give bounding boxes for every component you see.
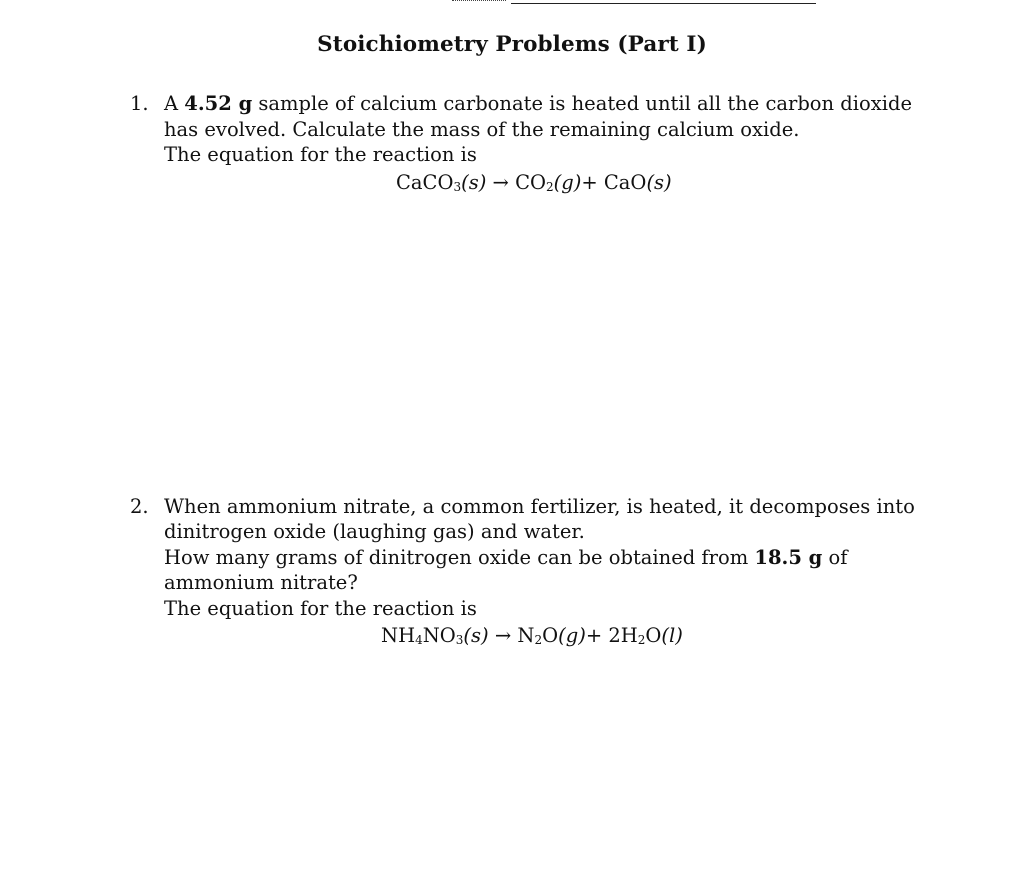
arrow-icon: → [486, 171, 516, 194]
reaction-equation: CaCO$_3$(s) → $CO_2(g)+ CaO(s)$ [396, 171, 672, 194]
problem-text-line: has evolved. Calculate the mass of the remaining calcium oxide. [164, 118, 800, 141]
problem-text-line: A 4.52 g sample of calcium carbonate is heated until all the carbon dioxide [164, 92, 913, 115]
problem-text-line: The equation for the reaction is [164, 143, 477, 166]
problem-text-line: When ammonium nitrate, a common fertilizer, is heated, it decomposes into [164, 495, 915, 518]
page-title: Stoichiometry Problems (Part I) [317, 32, 707, 57]
given-mass: 4.52 g [184, 92, 253, 115]
problem-text-line: dinitrogen oxide (laughing gas) and water. [164, 520, 585, 543]
name-blank-line [511, 3, 816, 4]
given-mass: 18.5 g [754, 546, 823, 569]
problem-text-line: The equation for the reaction is [164, 597, 477, 620]
problem-number: 1. [130, 92, 149, 115]
problem-text-line: ammonium nitrate? [164, 571, 358, 594]
arrow-icon: → [488, 624, 518, 647]
problem-text-line: How many grams of dinitrogen oxide can be obtained from 18.5 g of [164, 546, 848, 569]
name-label-fragment [452, 0, 506, 3]
problem-number: 2. [130, 495, 149, 518]
reaction-equation: $NH_4NO_3(s) \to N_2O(g)+ 2H_2O(l)$ [381, 624, 683, 647]
